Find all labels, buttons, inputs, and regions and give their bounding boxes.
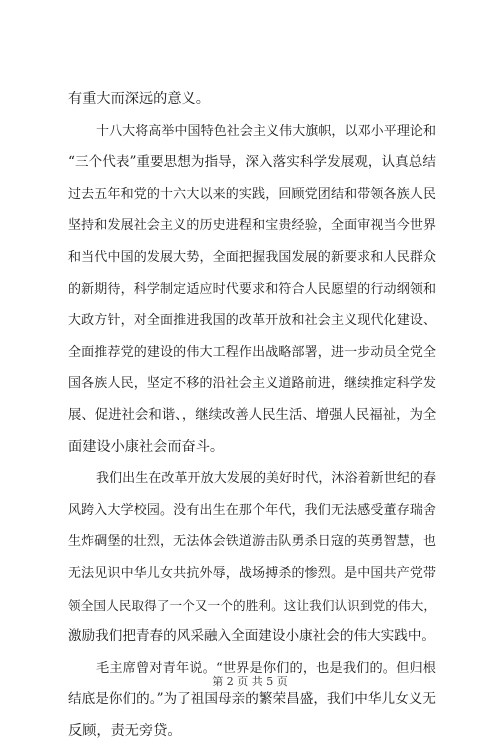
- text-line: 毛主席曾对青年说。“世界是你们的，也是我们的。但归根: [96, 660, 436, 676]
- text-line: 十八大将高举中国特色社会主义伟大旗帜，以邓小平理论和: [96, 123, 436, 139]
- paragraph: [68, 653, 436, 747]
- text-line: 坚持和发展社会主义的历史进程和宝贵经验，全面审视当今世界: [68, 218, 436, 234]
- text-line: “三个代表”重要思想为指导，深入落实科学发展观，认真总结: [68, 154, 436, 171]
- document-body: [68, 84, 436, 747]
- text-line: 和当代中国的发展大势，全面把握我国发展的新要求和人民群众: [68, 249, 436, 265]
- text-line: 有重大而深远的意义。: [68, 91, 210, 107]
- paragraph: [68, 84, 436, 116]
- paragraph: [68, 463, 436, 653]
- text-line: 激励我们把青春的风采融入全面建设小康社会的伟大实践中。: [68, 628, 436, 645]
- text-line: 过去五年和党的十六大以来的实践，回顾党团结和带领各族人民: [68, 186, 436, 202]
- text-line: 我们出生在改革开放大发展的美好时代，沐浴着新世纪的春: [96, 471, 436, 487]
- text-line: 风跨入大学校园。没有出生在那个年代，我们无法感受董存瑞舍: [68, 502, 436, 518]
- paragraph: [68, 116, 436, 464]
- text-line: 展、促进社会和谐、，继续改善人民生活、增强人民福祉，为全: [68, 407, 437, 423]
- text-line: 大政方针，对全面推进我国的改革开放和社会主义现代化建设、: [68, 313, 436, 329]
- text-line: 国各族人民，坚定不移的沿社会主义道路前进，继续推定科学发: [68, 376, 436, 392]
- text-line: 无法见识中华儿女共抗外辱，战场搏杀的惨烈。是中国共产党带: [68, 565, 436, 581]
- text-line: 领全国人民取得了一个又一个的胜利。这让我们认识到党的伟大，: [68, 597, 436, 613]
- text-line: 全面推荐党的建设的伟大工程作出战略部署，进一步动员全党全: [68, 344, 436, 360]
- text-line: 结底是你们的。”为了祖国母亲的繁荣昌盛，我们中华儿女义无: [68, 691, 436, 708]
- text-line: 面建设小康社会而奋斗。: [68, 438, 225, 455]
- text-line: 的新期待，科学制定适应时代要求和符合人民愿望的行动纲领和: [68, 281, 436, 297]
- text-line: 生炸碉堡的壮烈，无法体会铁道游击队勇杀日寇的英勇智慧，也: [68, 534, 436, 550]
- page-number-footer: 第 2 页 共 5 页: [212, 675, 288, 688]
- text-line: 反顾，责无旁贷。: [68, 722, 182, 739]
